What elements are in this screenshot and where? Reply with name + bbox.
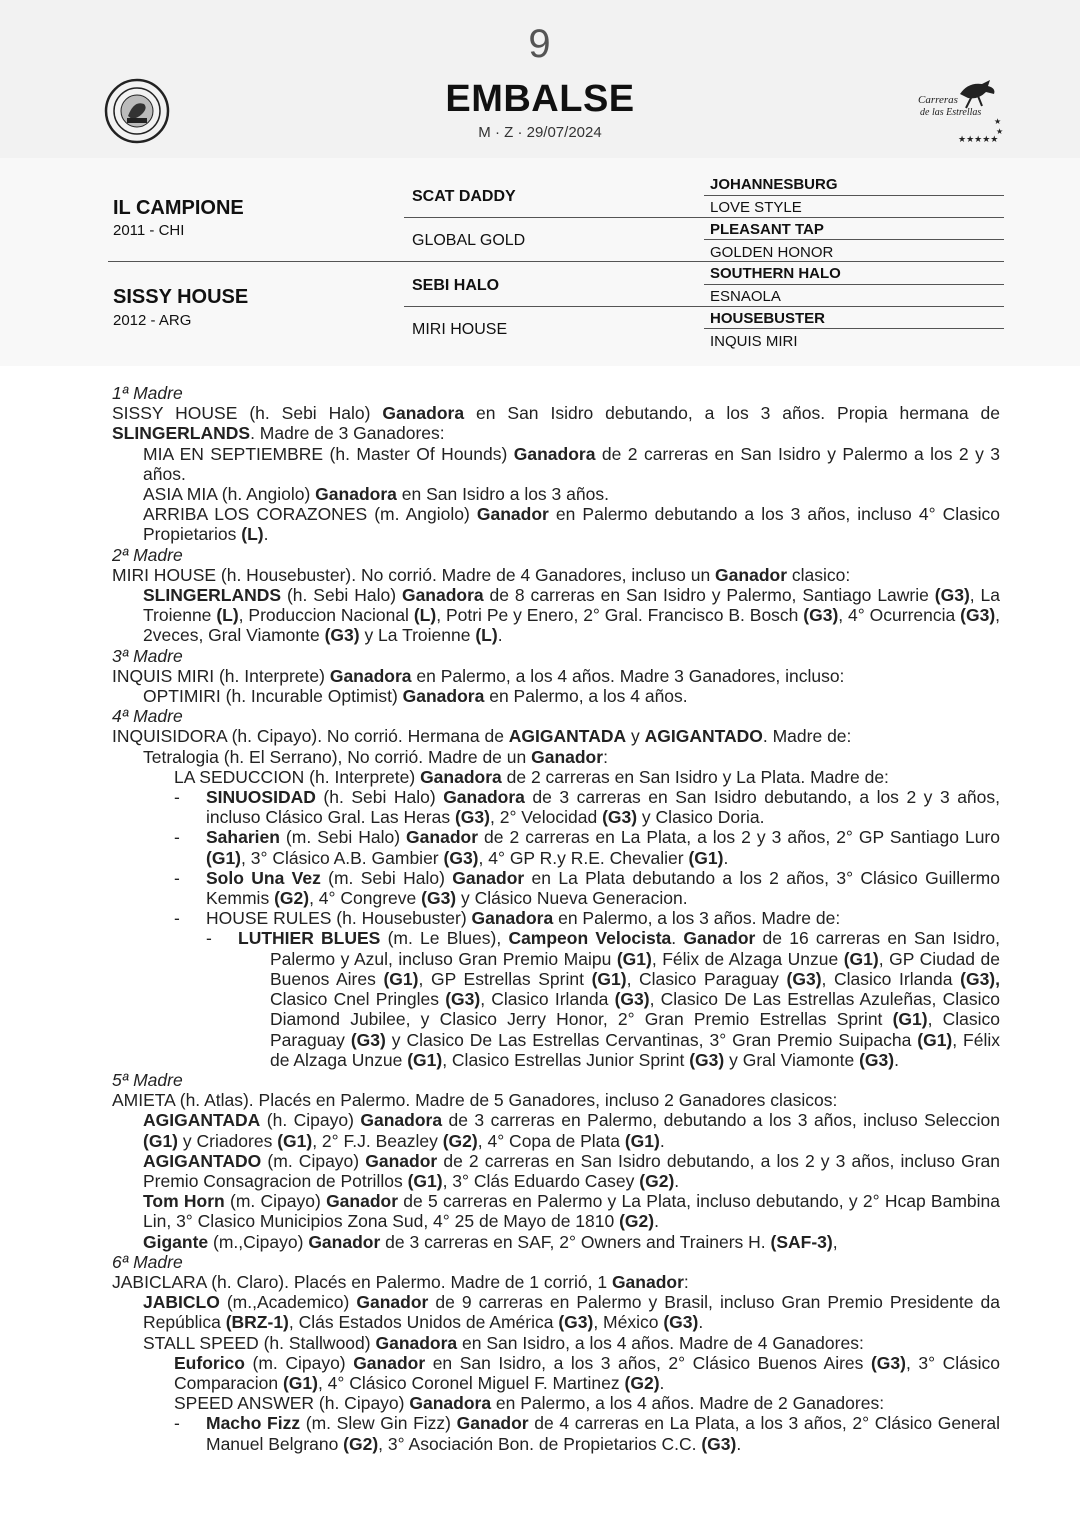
paragraph: OPTIMIRI (h. Incurable Optimist) Ganadora en Palermo, a los 4 años.	[143, 686, 688, 707]
logo-line1: Carreras	[918, 94, 958, 106]
header-band	[0, 0, 1080, 158]
gen3-6: ESNAOLA	[710, 288, 781, 305]
divider	[704, 328, 1004, 329]
paragraph: AGIGANTADA (h. Cipayo) Ganadora de 3 carreras en Palermo, debutando a los 3 años, incluso Seleccion (G1) y Criadores (G1), 2° F.J. Beazley (G2), 4° Copa de Plata (G1).	[143, 1110, 1001, 1151]
dam-name: SISSY HOUSE	[113, 286, 249, 308]
paragraph: SLINGERLANDS (h. Sebi Halo) Ganadora de 8 carreras en San Isidro y Palermo, Santiago Lawrie (G3), La Troienne (L), Produccion Nacional (L), Potri Pe y Enero, 2° Gral. Francisco B. Bosch (G3), 4° Ocurrencia (G3), 2veces, Gral Viamonte (G3) y La Troienne (L).	[143, 585, 1001, 646]
logo-line2: de las Estrellas	[920, 107, 982, 118]
paragraph: - Macho Fizz (m. Slew Gin Fizz) Ganador de 4 carreras en La Plata, a los 3 años, 2° Clásico General Manuel Belgrano (G2), 3° Asociación Bon. de Propietarios C.C. (G3).	[174, 1413, 1000, 1454]
horse-name: EMBALSE	[445, 78, 635, 120]
dam-info: 2012 - ARG	[113, 312, 192, 329]
gen3-8: INQUIS MIRI	[710, 333, 798, 350]
paragraph: - Solo Una Vez (m. Sebi Halo) Ganador en La Plata debutando a los 2 años, 3° Clásico Guillermo Kemmis (G2), 4° Congreve (G3) y Clásico Nueva Generacion.	[174, 867, 1000, 909]
paragraph: JABICLARA (h. Claro). Placés en Palermo. Madre de 1 corrió, 1 Ganador:	[112, 1271, 689, 1292]
sire-name: IL CAMPIONE	[113, 197, 244, 219]
dam-heading-6: 6ª Madre	[112, 1251, 183, 1272]
paragraph: Euforico (m. Cipayo) Ganador en San Isidro, a los 3 años, 2° Clásico Buenos Aires (G3), 3° Clásico Comparacion (G1), 4° Clásico Coronel Miguel F. Martinez (G2).	[174, 1352, 1000, 1393]
dam-heading-2: 2ª Madre	[112, 544, 183, 565]
gen3-1: JOHANNESBURG	[710, 176, 838, 193]
dam-dam: MIRI HOUSE	[412, 321, 508, 338]
sire-dam: GLOBAL GOLD	[412, 232, 526, 249]
paragraph: Tom Horn (m. Cipayo) Ganador de 5 carreras en Palermo y La Plata, incluso debutando, y 2° Hcap Bambina Lin, 3° Clasico Municipios Zona Sud, 4° 25 de Mayo de 1810 (G2).	[143, 1191, 1000, 1232]
paragraph: SISSY HOUSE (h. Sebi Halo) Ganadora en San Isidro debutando, a los 3 años. Propia hermana de SLINGERLANDS. Madre de 3 Ganadores:	[112, 403, 1001, 444]
gen3-3: PLEASANT TAP	[710, 221, 824, 238]
paragraph: MIRI HOUSE (h. Housebuster). No corrió. Madre de 4 Ganadores, incluso un Ganador clasico:	[112, 564, 851, 585]
divider	[404, 306, 704, 307]
divider	[704, 239, 1004, 240]
paragraph: MIA EN SEPTIEMBRE (h. Master Of Hounds) Ganadora de 2 carreras en San Isidro y Palermo a los 2 y 3 años.	[143, 443, 1000, 484]
gen3-5: SOUTHERN HALO	[710, 265, 841, 282]
divider	[704, 217, 1004, 218]
paragraph: ARRIBA LOS CORAZONES (m. Angiolo) Ganador en Palermo debutando a los 3 años, incluso 4° Clasico Propietarios (L).	[143, 504, 1000, 545]
paragraph: JABICLO (m.,Academico) Ganador de 9 carreras en Palermo y Brasil, incluso Gran Premio Presidente da República (BRZ-1), Clás Estados Unidos de América (G3), México (G3).	[143, 1292, 1000, 1333]
paragraph: AMIETA (h. Atlas). Placés en Palermo. Madre de 5 Ganadores, incluso 2 Ganadores clasicos:	[112, 1090, 838, 1111]
family-notes	[112, 383, 1000, 1454]
divider	[404, 217, 704, 218]
divider	[704, 284, 1004, 285]
paragraph: AGIGANTADO (m. Cipayo) Ganador de 2 carreras en San Isidro debutando, a los 2 y 3 años, incluso Gran Premio Consagracion de Potrillos (G1), 3° Clás Eduardo Casey (G2).	[143, 1150, 1000, 1191]
divider	[704, 195, 1004, 196]
paragraph: Tetralogia (h. El Serrano), No corrió. Madre de un Ganador:	[143, 746, 608, 767]
pedigree-table	[0, 158, 1080, 366]
svg-text:★: ★	[994, 117, 1002, 126]
paragraph: - SINUOSIDAD (h. Sebi Halo) Ganadora de 3 carreras en San Isidro debutando, a los 2 y 3 años, incluso Clásico Gral. Las Heras (G3), 2° Velocidad (G3) y Clasico Doria.	[174, 787, 1000, 828]
paragraph: - Saharien (m. Sebi Halo) Ganador de 2 carreras en La Plata, a los 2 y 3 años, 2° GP Santiago Luro (G1), 3° Clásico A.B. Gambier (G3), 4° GP R.y R.E. Chevalier (G1).	[174, 827, 1000, 868]
dam-heading-5: 5ª Madre	[112, 1069, 183, 1090]
paragraph: INQUISIDORA (h. Cipayo). No corrió. Hermana de AGIGANTADA y AGIGANTADO. Madre de:	[112, 726, 852, 747]
dam-sire: SEBI HALO	[412, 277, 500, 294]
svg-text:★: ★	[996, 127, 1004, 136]
gen3-4: GOLDEN HONOR	[710, 244, 834, 261]
gen3-7: HOUSEBUSTER	[710, 310, 826, 327]
paragraph: - LUTHIER BLUES (m. Le Blues), Campeon Velocista. Ganador de 16 carreras en San Isidro, Palermo y Azul, incluso Gran Premio Maipu (G1), Félix de Alzaga Unzue (G1), GP Ciudad de Buenos Aires (G1), GP Estrellas Sprint (G1), Clasico Paraguay (G3), Clasico Irlanda (G3), Clasico Cnel Pringles (G3), Clasico Irlanda (G3), Clasico De Las Estrellas Azuleñas, Clasico Diamond Jubilee, y Clasico Jerry Honor, 2° Gran Premio Estrellas Sprint (G1), Clasico Paraguay (G3) y Clasico De Las Estrellas Cervantinas, 3° Gran Premio Suipacha (G1), Félix de Alzaga Unzue (G1), Clasico Estrellas Junior Sprint (G3) y Gral Viamonte (G3).	[206, 928, 1001, 1070]
paragraph: - HOUSE RULES (h. Housebuster) Ganadora en Palermo, a los 3 años. Madre de:	[174, 908, 841, 929]
dam-heading-4: 4ª Madre	[112, 706, 183, 727]
horse-meta: M · Z · 29/07/2024	[478, 124, 602, 141]
paragraph: INQUIS MIRI (h. Interprete) Ganadora en Palermo, a los 4 años. Madre 3 Ganadores, incluso:	[112, 665, 845, 686]
lot-number: 9	[528, 22, 552, 66]
divider	[704, 306, 1004, 307]
sire-sire: SCAT DADDY	[412, 188, 516, 205]
paragraph: ASIA MIA (h. Angiolo) Ganadora en San Isidro a los 3 años.	[143, 484, 609, 505]
paragraph: SPEED ANSWER (h. Cipayo) Ganadora en Palermo, a los 4 años. Madre de 2 Ganadores:	[174, 1393, 885, 1414]
dam-heading-3: 3ª Madre	[112, 645, 183, 666]
sire-info: 2011 - CHI	[113, 222, 185, 239]
paragraph: STALL SPEED (h. Stallwood) Ganadora en San Isidro, a los 4 años. Madre de 4 Ganadores:	[143, 1332, 864, 1353]
divider	[108, 261, 1004, 262]
svg-text:★★★★★: ★★★★★	[958, 134, 999, 144]
paragraph: LA SEDUCCION (h. Interprete) Ganadora de 2 carreras en San Isidro y La Plata. Madre de:	[174, 766, 889, 787]
paragraph: Gigante (m.,Cipayo) Ganador de 3 carreras en SAF, 2° Owners and Trainers H. (SAF-3),	[143, 1231, 838, 1252]
dam-heading-1: 1ª Madre	[112, 383, 183, 403]
gen3-2: LOVE STYLE	[710, 199, 802, 216]
carreras-de-las-estrellas-logo	[912, 76, 1008, 146]
